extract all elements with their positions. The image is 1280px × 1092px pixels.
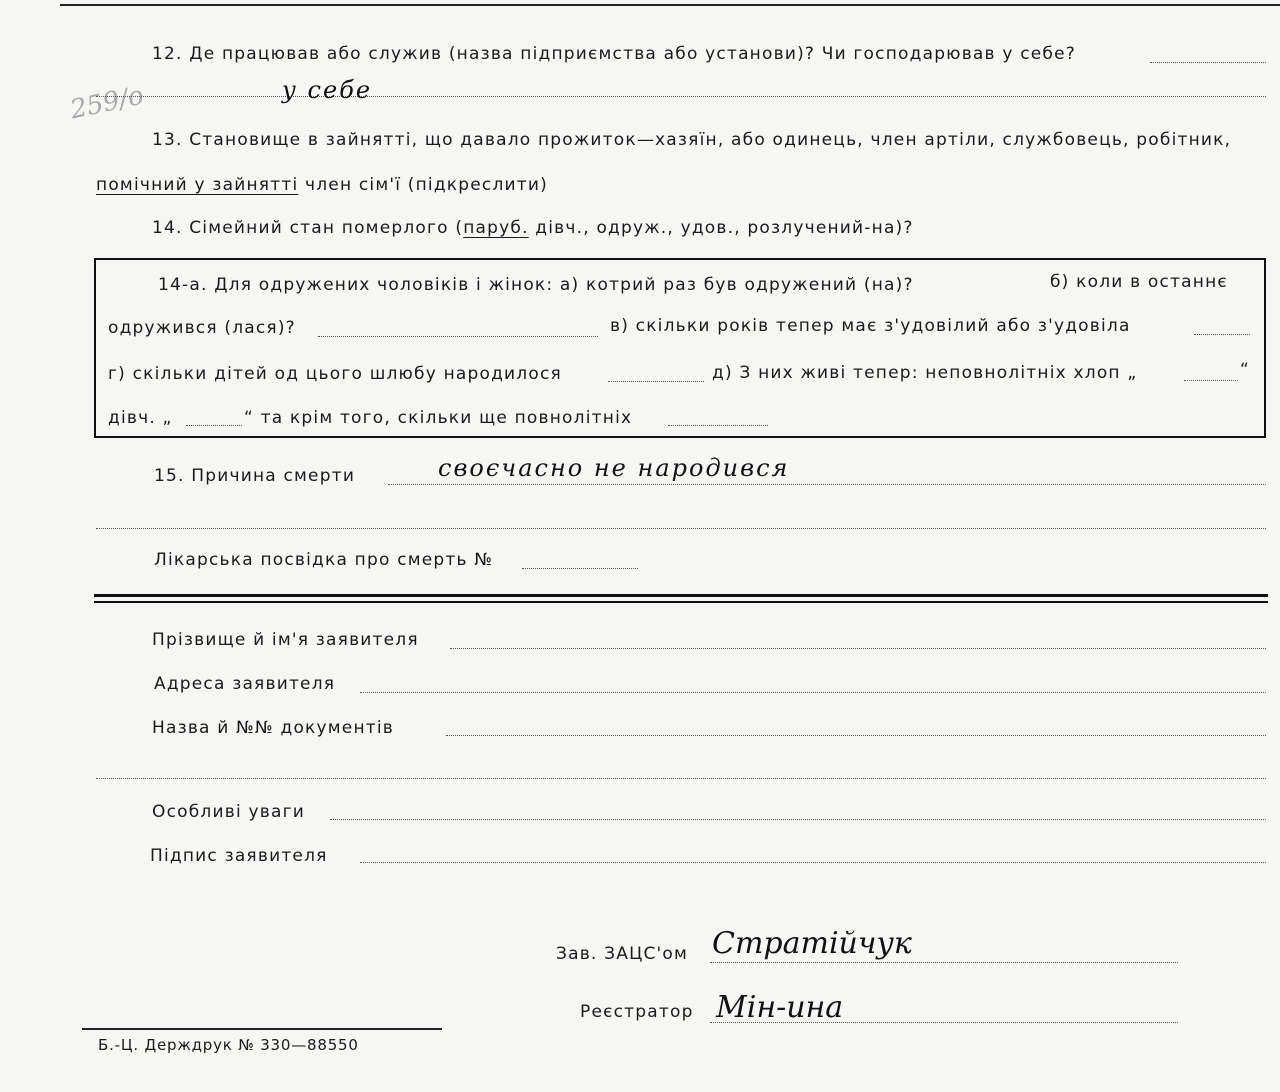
applicant-address-label: Адреса заявителя xyxy=(154,674,336,694)
applicant-documents-fill xyxy=(446,735,1266,736)
head-zags-signature: Стратійчук xyxy=(712,926,912,961)
q14a-fill-boys xyxy=(1184,380,1238,381)
question-13-line-2 xyxy=(96,175,548,195)
q14a-fill-children xyxy=(608,381,704,382)
q12-fill-line xyxy=(1150,62,1266,63)
section-separator-top xyxy=(94,594,1268,597)
question-12-label: 12. Де працював або служив (назва підприємства або установи)? Чи господарював у себе? xyxy=(152,44,1076,64)
q14a-line-4a: дівч. „ xyxy=(108,408,173,428)
q13-underlined-option: помічний у зайнятті xyxy=(96,175,299,195)
q14a-line-2a: одружився (лася)? xyxy=(108,318,296,338)
q15-fill-line xyxy=(388,484,1266,485)
q14-rest: дівч., одруж., удов., розлучений-на)? xyxy=(528,218,914,238)
question-14-label xyxy=(152,218,914,238)
question-13-label: 13. Становище в зайнятті, що давало прожиток—хазяїн, або одинець, член артіли, службовець, робітник, xyxy=(152,130,1232,150)
q14a-line-3c: “ xyxy=(1240,360,1251,380)
special-notes-label: Особливі уваги xyxy=(152,802,305,822)
q14a-line-3b: д) З них живі тепер: неповнолітніх хлоп „ xyxy=(712,363,1138,383)
q12-handwritten-answer: у себе xyxy=(282,76,373,104)
applicant-documents-label: Назва й №№ документів xyxy=(152,718,395,738)
q14a-fill-date xyxy=(318,336,598,337)
q15-fill-line-2 xyxy=(96,528,1266,529)
q15-handwritten-cause: своєчасно не народився xyxy=(438,454,790,482)
margin-pencil-note: 259/о xyxy=(67,80,147,126)
q14a-line-4b: “ та крім того, скільки ще повнолітніх xyxy=(244,408,633,428)
applicant-signature-label: Підпис заявителя xyxy=(150,846,328,866)
head-zags-label: Зав. ЗАЦС'ом xyxy=(556,944,689,964)
top-border-line xyxy=(60,4,1280,6)
q14a-line-1b: б) коли в останнє xyxy=(1050,272,1228,292)
q14a-line-3a: г) скільки дітей од цього шлюбу народилося xyxy=(108,364,562,384)
registrar-label: Реєстратор xyxy=(580,1002,694,1022)
printer-imprint: Б.-Ц. Держдрук № 330—88550 xyxy=(98,1036,359,1054)
q13-line-2-rest: член сім'ї (підкреслити) xyxy=(298,175,548,195)
applicant-name-label: Прізвище й ім'я заявителя xyxy=(152,630,419,650)
applicant-signature-fill xyxy=(360,862,1266,863)
q14a-line-1a: 14-а. Для одружених чоловіків і жінок: а) котрий раз був одружений (на)? xyxy=(158,275,914,295)
medical-certificate-label: Лікарська посвідка про смерть № xyxy=(154,550,494,570)
medical-certificate-fill xyxy=(522,568,638,569)
q14a-fill-adults xyxy=(668,425,768,426)
q12-fill-line-2 xyxy=(96,96,1266,97)
applicant-documents-fill-2 xyxy=(96,778,1266,779)
head-zags-fill xyxy=(710,962,1178,963)
special-notes-fill xyxy=(330,819,1266,820)
section-separator-bottom xyxy=(94,601,1268,603)
q14a-fill-years xyxy=(1194,334,1250,335)
applicant-address-fill xyxy=(360,692,1266,693)
question-15-label: 15. Причина смерти xyxy=(154,466,356,486)
footer-rule xyxy=(82,1028,442,1030)
q14a-fill-girls xyxy=(186,425,242,426)
q14-underlined-option: паруб. xyxy=(463,218,529,238)
q14a-line-2b: в) скільки років тепер має з'удовілий або з'удовіла xyxy=(610,316,1131,336)
applicant-name-fill xyxy=(450,648,1266,649)
q14-prefix: 14. Сімейний стан померлого ( xyxy=(152,218,464,238)
registrar-signature: Мін-ина xyxy=(716,990,844,1025)
